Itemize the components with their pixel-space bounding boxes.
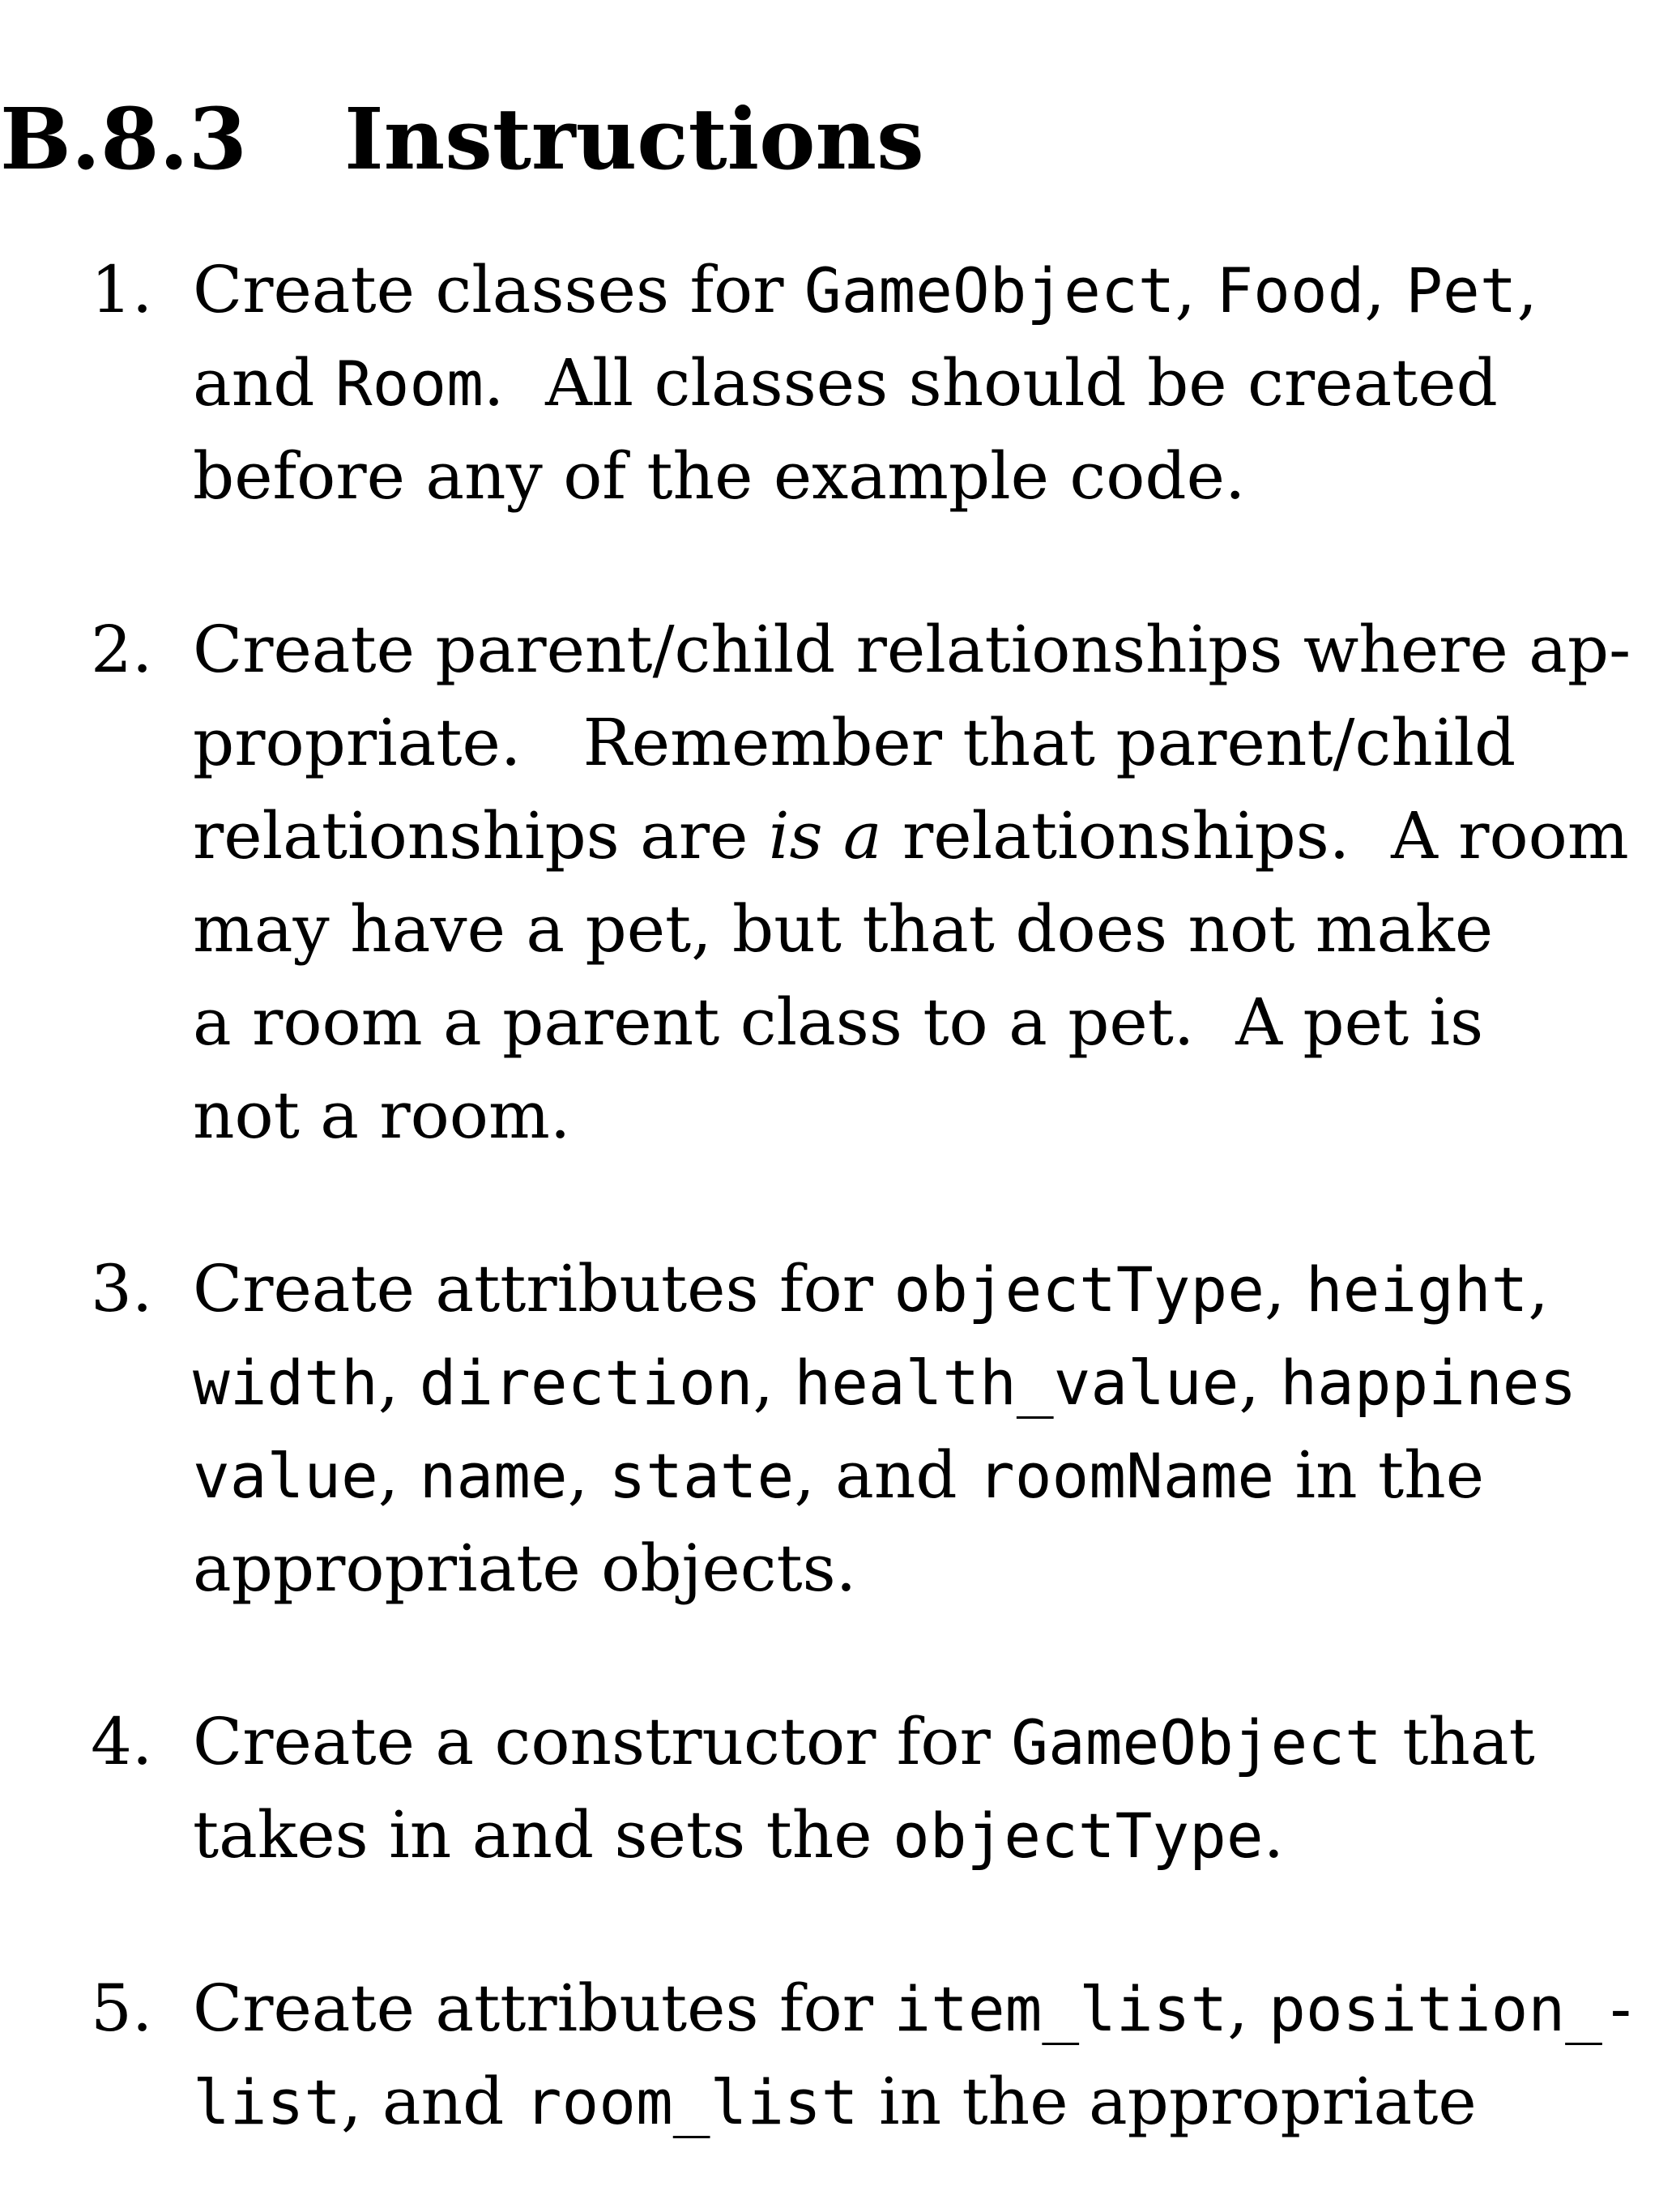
emphasis-text: is a <box>768 798 882 873</box>
code-term: position_- <box>1269 1973 1640 2045</box>
text-run: propriate. Remember that parent/child <box>193 705 1516 780</box>
code-term: height <box>1305 1253 1529 1326</box>
list-item-number: 3. <box>91 1251 153 1326</box>
list-item-line <box>193 798 1629 873</box>
list-item-line <box>193 345 1498 421</box>
text-run: , <box>1364 252 1406 327</box>
text-run: . All classes should be created <box>483 345 1498 421</box>
list-item-number: 4. <box>91 1704 153 1779</box>
text-run: , <box>1516 252 1537 327</box>
text-run: Create attributes for <box>193 1251 894 1326</box>
text-run: in the <box>1274 1437 1485 1513</box>
text-run: , <box>567 1437 609 1513</box>
code-term: GameObject <box>1011 1706 1382 1779</box>
list-item-line <box>193 1531 857 1606</box>
list-item-line <box>193 252 1537 327</box>
text-run: , and <box>341 2064 525 2139</box>
list-item-line <box>193 1078 571 1153</box>
list-item-line <box>193 1437 1485 1513</box>
section-heading <box>0 89 924 189</box>
text-run: relationships. A room <box>881 798 1629 873</box>
list-item-line <box>193 438 1246 514</box>
list-item-line <box>193 705 1516 780</box>
list-item-line <box>193 1971 1640 2046</box>
list-item-line <box>193 984 1484 1060</box>
text-run: that <box>1381 1704 1535 1779</box>
code-term: list <box>193 2066 342 2138</box>
text-run: , <box>377 1437 420 1513</box>
text-run: , <box>1239 1344 1281 1420</box>
text-run: a room a parent class to a pet. A pet is <box>193 984 1484 1060</box>
text-run: Create parent/child relationships where ap- <box>193 612 1631 687</box>
code-term: objectType <box>893 1253 1265 1326</box>
list-item-line <box>193 1704 1535 1779</box>
text-run: , <box>1175 252 1217 327</box>
text-run: in the appropriate <box>858 2064 1477 2139</box>
code-term: Room <box>335 348 484 420</box>
text-run: , <box>1227 1971 1269 2046</box>
text-run: Create classes for <box>193 252 804 327</box>
text-run: before any of the example code. <box>193 438 1246 514</box>
section-title: Instructions <box>344 89 924 189</box>
code-term: Pet <box>1405 254 1517 327</box>
code-term: value <box>193 1440 378 1512</box>
code-term: health_value <box>794 1347 1239 1419</box>
text-run: not a room. <box>193 1078 571 1153</box>
list-item-line <box>193 612 1631 687</box>
code-term: GameObject <box>804 254 1175 327</box>
code-term: state <box>608 1440 795 1512</box>
text-run: , <box>1264 1251 1306 1326</box>
text-run: . <box>1263 1797 1285 1873</box>
list-item-number: 1. <box>91 252 153 327</box>
list-item-number: 5. <box>91 1971 153 2046</box>
code-term: happines <box>1280 1347 1577 1419</box>
code-term: item_list <box>893 1973 1228 2045</box>
text-run: takes in and sets the <box>193 1797 893 1873</box>
list-item-line <box>193 1344 1577 1420</box>
text-run: relationships are <box>193 798 769 873</box>
text-run: and <box>193 345 335 421</box>
code-term: name <box>419 1440 568 1512</box>
code-term: Food <box>1216 254 1365 327</box>
list-item-line <box>193 891 1494 967</box>
text-run: , <box>1528 1251 1549 1326</box>
text-run: Create a constructor for <box>193 1704 1012 1779</box>
list-item-number: 2. <box>91 612 153 687</box>
text-run: may have a pet, but that does not make <box>193 891 1494 967</box>
list-item-line <box>193 2064 1477 2139</box>
text-run: , <box>377 1344 420 1420</box>
list-item-line <box>193 1797 1285 1873</box>
code-term: width <box>193 1347 378 1419</box>
code-term: roomName <box>978 1440 1275 1512</box>
text-run: , and <box>794 1437 979 1513</box>
text-run: appropriate objects. <box>193 1531 857 1606</box>
text-run: , <box>753 1344 795 1420</box>
code-term: room_list <box>524 2066 859 2138</box>
list-item-line <box>193 1251 1549 1326</box>
code-term: objectType <box>893 1800 1264 1872</box>
section-number: B.8.3 <box>0 89 248 189</box>
text-run: Create attributes for <box>193 1971 894 2046</box>
code-term: direction <box>419 1347 753 1419</box>
